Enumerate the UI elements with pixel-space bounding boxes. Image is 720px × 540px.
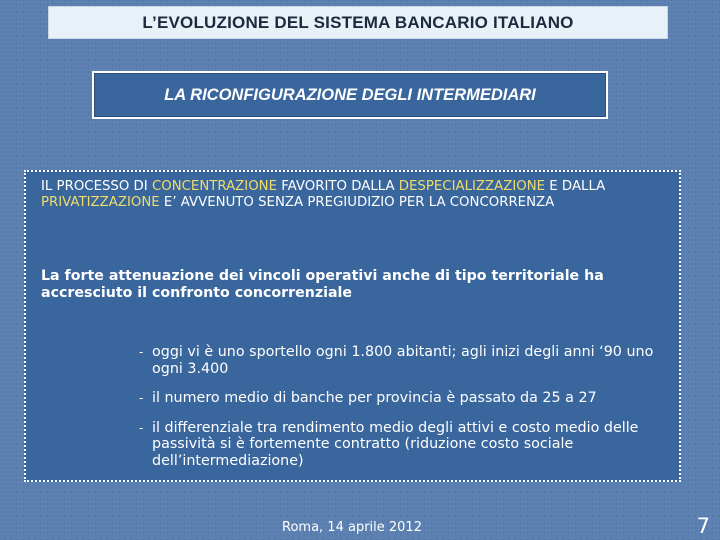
slide-subtitle: LA RICONFIGURAZIONE DEGLI INTERMEDIARI — [164, 86, 536, 104]
content-panel — [24, 170, 681, 482]
bullet-dash: - — [139, 345, 144, 359]
bullet-text: oggi vi è uno sportello ogni 1.800 abitanti; agli inizi degli anni ‘90 uno ogni 3.400 — [152, 344, 654, 377]
paragraph-concentration — [41, 179, 671, 210]
bullet-text: il differenziale tra rendimento medio degli attivi e costo medio delle passività si è fortemente contratto (riduzione costo sociale dell’intermediazione) — [152, 419, 639, 469]
para1-text-3: E DALLA — [545, 179, 606, 194]
subtitle-box — [92, 71, 608, 119]
footer-date: Roma, 14 aprile 2012 — [282, 520, 422, 535]
para1-text-2: FAVORITO DALLA — [277, 179, 399, 194]
highlight-concentrazione: CONCENTRAZIONE — [151, 179, 278, 194]
bullet-dash: - — [139, 391, 144, 405]
bullet-text: il numero medio di banche per provincia è passato da 25 a 27 — [152, 390, 597, 406]
page-number: 7 — [696, 514, 710, 538]
bullet-item — [139, 390, 679, 407]
bullet-item — [139, 344, 679, 377]
bullet-item — [139, 420, 679, 470]
slide-title: L’EVOLUZIONE DEL SISTEMA BANCARIO ITALIANO — [48, 6, 668, 39]
highlight-privatizzazione: PRIVATIZZAZIONE — [41, 194, 160, 210]
bullet-dash: - — [139, 420, 144, 435]
bullet-list — [139, 344, 679, 482]
highlight-despecializzazione: DESPECIALIZZAZIONE — [398, 179, 546, 194]
para1-text-1: IL PROCESSO DI — [41, 179, 152, 194]
para1-text-4: E’ AVVENUTO SENZA PREGIUDIZIO PER LA CONCORRENZA — [159, 194, 555, 210]
paragraph-competition: La forte attenuazione dei vincoli operativi anche di tipo territoriale ha accresciuto il confronto concorrenziale — [41, 268, 604, 301]
